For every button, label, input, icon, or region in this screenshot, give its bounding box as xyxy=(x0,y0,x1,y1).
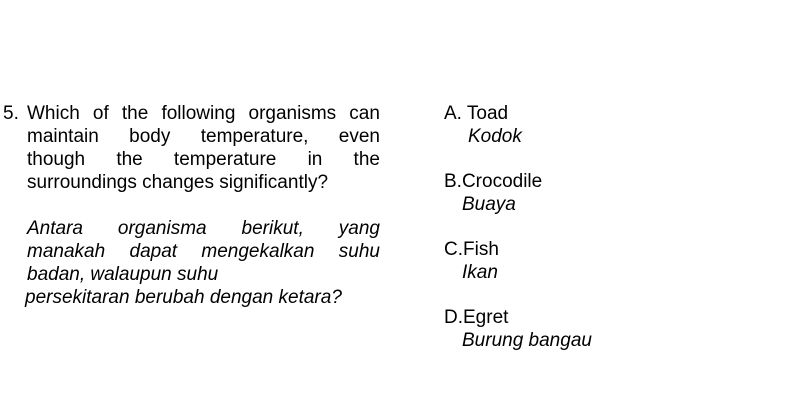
word: Antara xyxy=(27,218,83,239)
option-b-translation: Buaya xyxy=(462,194,516,215)
word: temperature, xyxy=(200,126,309,147)
word: though xyxy=(27,149,86,170)
malay-line-3-row xyxy=(3,263,383,286)
word: of xyxy=(92,103,109,124)
question-line-2 xyxy=(3,125,383,148)
word: mengekalkan xyxy=(201,241,315,262)
malay-line-1 xyxy=(27,217,380,240)
question-line-1 xyxy=(3,102,383,125)
word: dapat xyxy=(129,241,178,262)
word: body xyxy=(129,126,171,147)
answer-options xyxy=(444,102,764,352)
option-b-label: B.Crocodile xyxy=(444,171,543,192)
option-d-label: D.Egret xyxy=(444,307,509,328)
question-number: 5. xyxy=(3,103,19,124)
word: berikut, xyxy=(241,218,304,239)
option-a-translation: Kodok xyxy=(468,126,522,147)
question-line-3 xyxy=(3,148,383,171)
malay-line-4-row xyxy=(3,286,383,309)
word: the xyxy=(116,149,143,170)
option-d-translation: Burung bangau xyxy=(462,330,592,351)
word: the xyxy=(121,103,149,124)
english-line-3 xyxy=(27,148,380,171)
word: Which xyxy=(27,103,80,124)
english-line-2 xyxy=(27,125,380,148)
word: suhu xyxy=(338,241,380,262)
word: manakah xyxy=(27,241,106,262)
word: the xyxy=(353,149,380,170)
word: yang xyxy=(338,218,380,239)
word: can xyxy=(349,103,380,124)
word: following xyxy=(161,103,236,124)
malay-line-2-row xyxy=(3,240,383,263)
malay-line-1-row xyxy=(3,217,383,240)
word: even xyxy=(338,126,380,147)
word: in xyxy=(307,149,323,170)
english-line-1 xyxy=(27,102,380,125)
word: organisms xyxy=(248,103,337,124)
question-block xyxy=(3,102,383,309)
malay-line-3: badan, walaupun suhu xyxy=(27,264,219,285)
malay-line-4: persekitaran berubah dengan ketara? xyxy=(25,287,342,308)
english-line-4: surroundings changes significantly? xyxy=(27,172,329,193)
malay-line-2 xyxy=(27,240,380,263)
question-line-4 xyxy=(3,171,383,194)
option-c-translation: Ikan xyxy=(462,262,498,283)
word: temperature xyxy=(173,149,277,170)
word: maintain xyxy=(27,126,99,147)
word: organisma xyxy=(117,218,207,239)
option-c-label: C.Fish xyxy=(444,239,499,260)
option-a-label: A. Toad xyxy=(444,103,509,124)
